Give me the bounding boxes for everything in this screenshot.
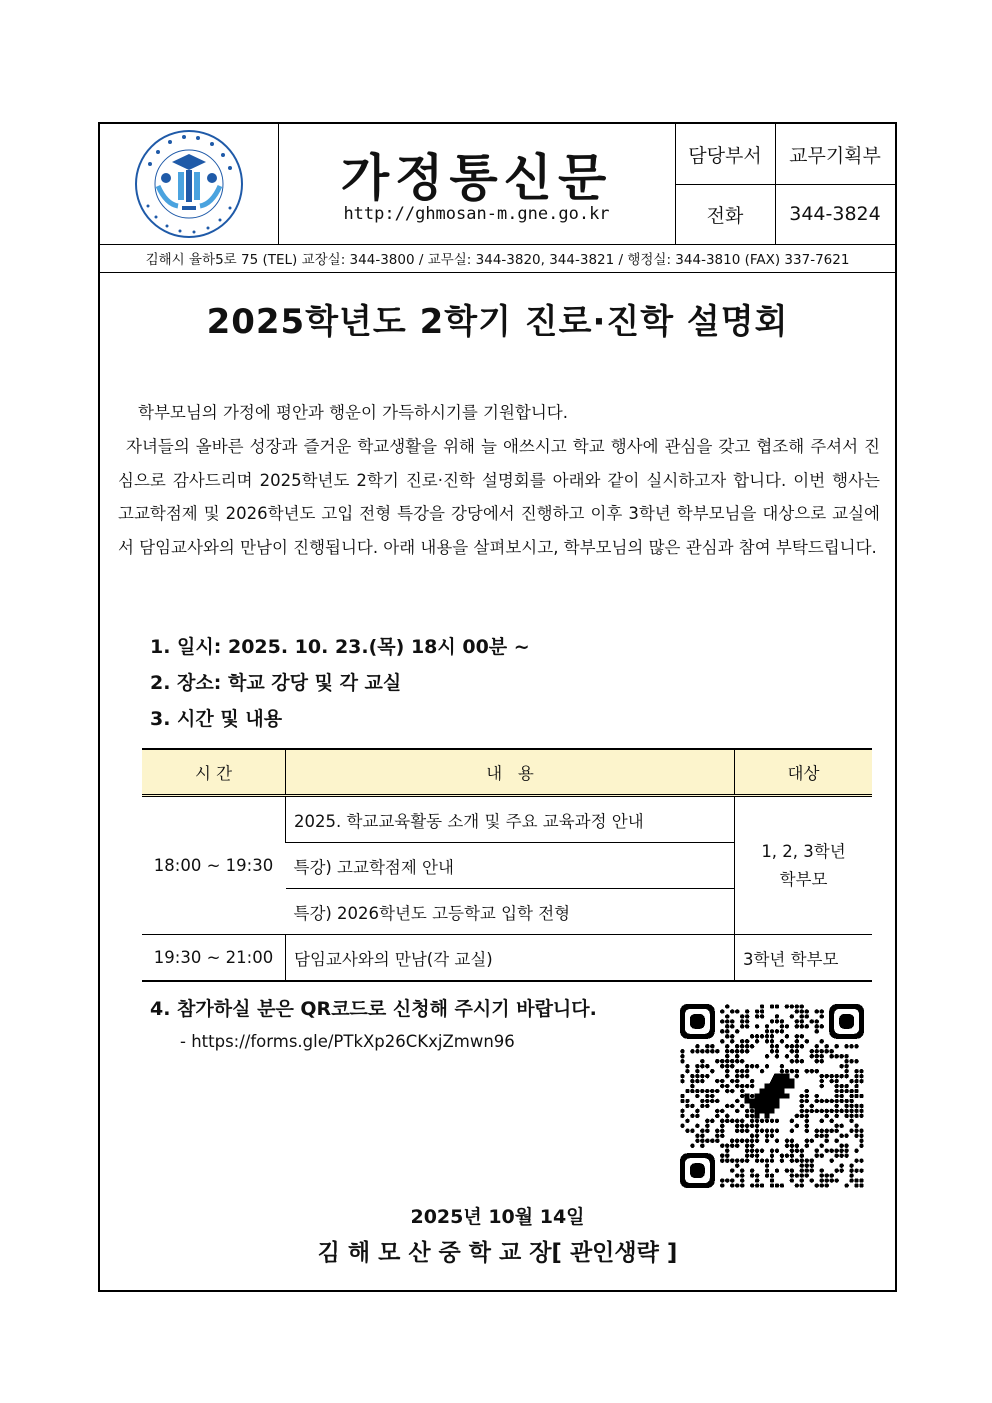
- header-target: 대상: [735, 749, 873, 796]
- schedule-table: [142, 748, 872, 982]
- dept-label: 담당부서: [675, 124, 776, 184]
- form-link[interactable]: - https://forms.gle/PTkXp26CKxjZmwn96: [180, 1032, 515, 1051]
- qr-code-icon[interactable]: [680, 1004, 864, 1188]
- table-row: [142, 935, 872, 982]
- school-url[interactable]: http://ghmosan-m.gne.go.kr: [343, 204, 610, 224]
- content-cell: 담임교사와의 만남(각 교실): [286, 935, 735, 982]
- header-content: 내 용: [286, 749, 735, 796]
- school-address: 김해시 율하5로 75 (TEL) 교장실: 344-3800 / 교무실: 344-3820, 344-3821 / 행정실: 344-3810 (FAX) 337-7621: [100, 244, 895, 273]
- document-title: 2025학년도 2학기 진로·진학 설명회: [206, 302, 789, 342]
- content-cell: 2025. 학교교육활동 소개 및 주요 교육과정 안내: [286, 796, 735, 843]
- greeting-paragraph: 학부모님의 가정에 평안과 행운이 가득하시기를 기원합니다.: [138, 403, 568, 422]
- phone-row: [675, 184, 895, 244]
- qr-instruction: 4. 참가하실 분은 QR코드로 신청해 주시기 바랍니다.: [150, 998, 597, 1020]
- table-header-row: [142, 749, 872, 796]
- time-cell: 19:30 ~ 21:00: [142, 935, 286, 982]
- table-row: [142, 796, 872, 843]
- phone-value: 344-3824: [789, 203, 881, 225]
- header: [100, 124, 895, 245]
- content-cell: 특강) 2026학년도 고등학교 입학 전형: [286, 889, 735, 935]
- event-date: 1. 일시: 2025. 10. 23.(목) 18시 00분 ~: [150, 636, 530, 658]
- dept-value: 교무기획부: [789, 144, 881, 167]
- target-line: 1, 2, 3학년: [761, 841, 846, 861]
- body-paragraph: 자녀들의 올바른 성장과 즐거운 학교생활을 위해 늘 애쓰시고 학교 행사에 관심을 갖고 협조해 주셔서 진심으로 감사드리며 2025학년도 2학기 진로·진학 설명회를 아래와 같이 실시하고자 합니다. 이번 행사는 고교학점제 및 2026학년도 고입 전형 특강을 강당에서 진행하고 이후 3학년 학부모님을 대상으로 교실에서 담임교사와의 만남이 진행됩니다. 아래 내용을 살펴보시고, 학부모님의 많은 관심과 참여 부탁드립니다.: [118, 437, 880, 557]
- target-cell: 3학년 학부모: [735, 935, 873, 982]
- school-logo: [100, 124, 278, 244]
- newsletter-title: 가정통신문: [340, 149, 613, 207]
- target-cell: [735, 796, 873, 935]
- issue-date: 2025년 10월 14일: [410, 1206, 585, 1228]
- phone-label: 전화: [675, 184, 776, 244]
- event-place: 2. 장소: 학교 강당 및 각 교실: [150, 672, 402, 694]
- newsletter-frame: [98, 122, 897, 1292]
- header-time: 시 간: [142, 749, 286, 796]
- school-logo-cell: [100, 124, 279, 244]
- schedule-heading: 3. 시간 및 내용: [150, 708, 283, 730]
- title-cell: [278, 124, 676, 244]
- dept-row: [675, 124, 895, 185]
- time-cell: 18:00 ~ 19:30: [142, 796, 286, 935]
- contact-info: [675, 124, 895, 244]
- target-line: 학부모: [779, 869, 828, 889]
- principal-signature: 김 해 모 산 중 학 교 장[ 관인생략 ]: [317, 1240, 678, 1266]
- content-cell: 특강) 고교학점제 안내: [286, 843, 735, 889]
